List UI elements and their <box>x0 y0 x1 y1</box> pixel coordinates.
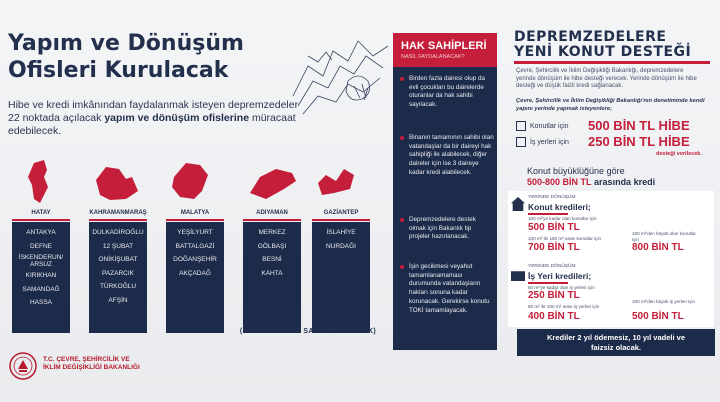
bullet-dot-icon <box>400 218 404 222</box>
intro-bold: yapım ve dönüşüm ofislerine <box>104 112 250 124</box>
grant-label: İş yerleri için <box>530 139 569 146</box>
credit-terms-footer <box>517 329 715 356</box>
grant-label: Konutlar için <box>530 123 569 130</box>
province-malatya-column <box>166 222 224 333</box>
bullet-item: İşin gecikmesi veyahut tamamlanamaması durumunda vatandaşların hakları sonuna kadar korunacak. Gerekirse konutu TOKİ tamamlayacak. <box>400 263 494 315</box>
province-adiyaman-label: ADIYAMAN <box>256 210 288 216</box>
office-item: KIRIKHAN <box>25 272 57 279</box>
housing-title-line-2: YENİ KONUT DESTEĞİ <box>514 44 692 60</box>
footer-line-2: faizsiz olacak. <box>590 342 642 352</box>
ministry-name <box>43 356 163 372</box>
bullet-item: Binanın tamamının sahibi olan vatandaşlar da bir daireyi hak sahipliği ile alabilecek, diğer daireler için ise 3 daireye kadar kredi alabilecek. <box>400 134 494 178</box>
housing-credit-value: 700 BİN TL <box>528 242 580 253</box>
office-item: 12 ŞUBAT <box>102 242 134 250</box>
office-item: İSKENDERUN/ ARSUZ <box>18 254 64 268</box>
province-gaziantep-label: GAZİANTEP <box>323 210 359 216</box>
loan-range: 500-800 BİN TL <box>527 177 592 187</box>
beneficiaries-title: HAK SAHİPLERİ <box>401 40 487 52</box>
province-kahramanmaras-column <box>89 222 147 333</box>
loan-intro-line-2 <box>527 177 655 187</box>
housing-small-label: YERİNDE DÖNÜŞÜM <box>528 195 576 200</box>
column-divider <box>312 219 370 221</box>
beneficiaries-header <box>393 33 497 67</box>
office-item: İSLAHİYE <box>326 229 356 236</box>
province-kahramanmaras-label: KAHRAMANMARAŞ <box>89 210 147 216</box>
credit-card <box>508 191 714 327</box>
beneficiaries-subtitle: NASIL FAYDALANACAK? <box>401 54 465 60</box>
column-divider <box>89 219 147 221</box>
housing-credit-label: 100 m²'ye kadar olan konutlar için <box>528 216 597 221</box>
loan-range-tail: arasında kredi <box>594 177 656 187</box>
section-underline <box>528 213 568 215</box>
business-small-label: YERİNDE DÖNÜŞÜM <box>528 264 576 269</box>
house-icon <box>516 121 526 131</box>
shop-icon <box>516 137 526 147</box>
grant-amount: 500 BİN TL HİBE <box>588 118 690 133</box>
intro-text <box>8 99 308 138</box>
office-item: AKÇADAĞ <box>179 269 211 277</box>
loan-intro-line-1: Konut büyüklüğüne göre <box>527 166 625 176</box>
bullet-dot-icon <box>400 77 404 81</box>
office-item: BESNİ <box>262 256 282 263</box>
office-item: SAMANDAĞ <box>22 285 60 293</box>
title-underline <box>514 61 710 64</box>
adiyaman-map <box>250 169 296 199</box>
province-hatay-label: HATAY <box>31 210 51 216</box>
capacity-note: (İHTİYACA GÖRE SAYI ARTIRILACAK) <box>239 328 377 335</box>
shop-icon <box>511 267 525 281</box>
house-icon <box>511 197 525 211</box>
support-italic-note: Çevre, Şehircilik ve İklim Değişikliği Bakanlığı'nın denetiminde kendi yapını yerinde yapmak isteyenlere; <box>516 98 705 112</box>
office-item: DEFNE <box>29 242 53 250</box>
housing-title-line-1: DEPREMZEDELERE <box>514 29 667 45</box>
intro-tail: müracaat edebilecek. <box>8 112 296 137</box>
ministry-line-2: İKLİM DEĞİŞİKLİĞİ BAKANLIĞI <box>43 364 140 371</box>
bullet-item: Birden fazla dairesi olup da evli çocukları bu dairelerde oturanlar da hak sahibi sayılacak. <box>400 75 494 110</box>
ministry-line-1: T.C. ÇEVRE, ŞEHİRCİLİK VE <box>43 356 130 363</box>
housing-credit-label: 100 m² ile 150 m² arası konutlar için <box>528 236 602 241</box>
housing-credits-title: Konut kredileri; <box>528 202 591 212</box>
housing-support-title <box>514 30 714 60</box>
page-title <box>8 30 298 84</box>
beneficiaries-panel <box>393 33 497 350</box>
office-item: YEŞİLYURT <box>177 229 213 236</box>
bullet-item: Depremzedelere destek olmak için Bakanlık tip projeler hazırlanacak. <box>400 216 494 242</box>
grant-housing <box>516 118 716 135</box>
ministry-logo <box>8 351 38 381</box>
footer-line-1: Krediler 2 yıl ödemesiz, 10 yıl vadeli ve <box>547 333 685 342</box>
business-credit-value: 500 BİN TL <box>632 311 684 322</box>
office-item: KAHTA <box>261 269 283 277</box>
office-item: ONİKİŞUBAT <box>98 256 138 263</box>
column-divider <box>166 219 224 221</box>
kahramanmaras-map <box>96 167 138 200</box>
column-divider <box>243 219 301 221</box>
office-item: HASSA <box>29 299 53 306</box>
province-gaziantep-column <box>312 222 370 333</box>
title-line-2: Ofisleri Kurulacak <box>8 58 229 83</box>
office-item: MERKEZ <box>258 229 286 236</box>
province-maps <box>14 155 374 210</box>
business-credit-label: 50 m² ile 100 m² arası iş yerleri için <box>528 304 600 309</box>
malatya-map <box>172 163 208 199</box>
office-item: DOĞANŞEHİR <box>173 256 217 263</box>
office-item: PAZARCIK <box>101 269 135 277</box>
grant-amount: 250 BİN TL HİBE <box>588 134 690 149</box>
province-malatya-label: MALATYA <box>180 210 210 216</box>
housing-credit-value: 500 BİN TL <box>528 222 580 233</box>
business-credit-value: 400 BİN TL <box>528 311 580 322</box>
office-item: DULKADİROĞLU <box>92 229 144 236</box>
title-line-1: Yapım ve Dönüşüm <box>8 31 244 56</box>
province-hatay-column <box>12 222 70 333</box>
office-item: NURDAĞI <box>326 242 356 250</box>
gaziantep-map <box>318 169 354 195</box>
grant-note: desteği verilecek. <box>656 151 702 157</box>
support-description: Çevre, Şehircilik ve İklim Değişikliği Bakanlığı, depremzedelere yerinde dönüşüm ile hibe desteği verecek. Yerinde dönüşüm ile hibe desteği ve düşük faizli kredi sağlanacak. <box>516 68 697 89</box>
housing-credit-value: 800 BİN TL <box>632 242 684 253</box>
intro-plain: Hibe ve kredi imkânından faydalanmak isteyen depremzedeler 22 noktada açılacak <box>8 99 299 124</box>
hatay-map <box>28 160 48 203</box>
bullet-dot-icon <box>400 136 404 140</box>
office-item: ANTAKYA <box>26 229 56 236</box>
business-credit-label: 100 m²'den büyük iş yerleri için <box>632 299 695 304</box>
office-item: AFŞİN <box>108 296 128 304</box>
office-item: BATTALGAZİ <box>175 242 215 250</box>
business-credit-label: 50 m²'ye kadar olan iş yerleri için <box>528 285 595 290</box>
section-underline <box>528 282 568 284</box>
grant-business <box>516 134 716 151</box>
office-item: TÜRKOĞLU <box>99 283 137 290</box>
province-adiyaman-column <box>243 222 301 333</box>
business-credit-value: 250 BİN TL <box>528 290 580 301</box>
business-credits-title: İş Yeri kredileri; <box>528 271 592 281</box>
bullet-dot-icon <box>400 265 404 269</box>
housing-credit-label: 150 m²'den büyük olan konutlar için <box>632 231 696 242</box>
column-divider <box>12 219 70 221</box>
office-item: GÖLBAŞI <box>257 242 287 250</box>
